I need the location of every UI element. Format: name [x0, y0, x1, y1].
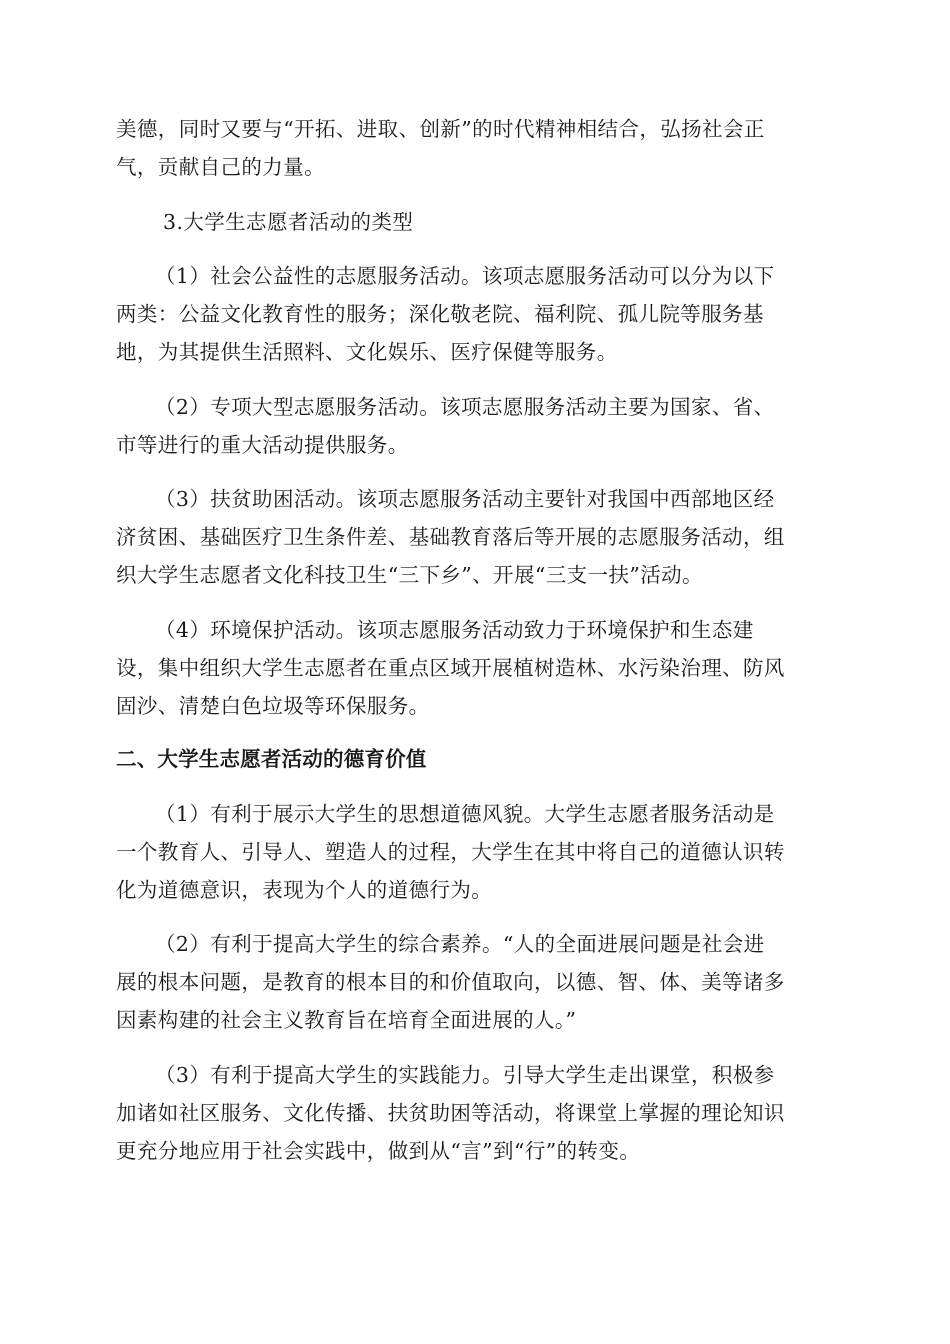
paragraph-line: 加诸如社区服务、文化传播、扶贫助困等活动，将课堂上掌握的理论知识 — [116, 1101, 785, 1125]
paragraph-line: （1）有利于展示大学生的思想道德风貌。大学生志愿者服务活动是 — [155, 802, 775, 826]
paragraph-line: （2）专项大型志愿服务活动。该项志愿服务活动主要为国家、省、 — [155, 395, 775, 419]
paragraph-line: 更充分地应用于社会实践中，做到从“言”到“行”的转变。 — [116, 1139, 641, 1163]
paragraph-line: 设，集中组织大学生志愿者在重点区域开展植树造林、水污染治理、防风 — [116, 656, 785, 680]
paragraph-line: 美德，同时又要与“开拓、进取、创新”的时代精神相结合，弘扬社会正 — [116, 117, 765, 141]
paragraph-line: 市等进行的重大活动提供服务。 — [116, 433, 409, 457]
paragraph-line: 展的根本问题，是教育的根本目的和价值取向，以德、智、体、美等诸多 — [116, 970, 785, 994]
paragraph-line: 济贫困、基础医疗卫生条件差、基础教育落后等开展的志愿服务活动，组 — [116, 525, 785, 549]
paragraph-line: 两类：公益文化教育性的服务；深化敬老院、福利院、孤儿院等服务基 — [116, 302, 764, 326]
paragraph-line: 气，贡献自己的力量。 — [116, 155, 325, 179]
paragraph-line: 地，为其提供生活照料、文化娱乐、医疗保健等服务。 — [116, 340, 618, 364]
paragraph-line: 一个教育人、引导人、塑造人的过程，大学生在其中将自己的道德认识转 — [116, 840, 785, 864]
paragraph-line: （3）扶贫助困活动。该项志愿服务活动主要针对我国中西部地区经 — [155, 487, 775, 511]
section-subheading: 3.大学生志愿者活动的类型 — [163, 210, 414, 234]
section-heading: 二、大学生志愿者活动的德育价值 — [116, 747, 427, 771]
paragraph-line: （2）有利于提高大学生的综合素养。“人的全面进展问题是社会进 — [155, 932, 765, 956]
paragraph-line: （4）环境保护活动。该项志愿服务活动致力于环境保护和生态建 — [155, 618, 754, 642]
paragraph-line: 织大学生志愿者文化科技卫生“三下乡”、开展“三支一扶”活动。 — [116, 563, 703, 587]
paragraph-line: （3）有利于提高大学生的实践能力。引导大学生走出课堂，积极参 — [155, 1063, 775, 1087]
paragraph-line: 因素构建的社会主义教育旨在培育全面进展的人。” — [116, 1008, 577, 1032]
paragraph-line: 化为道德意识，表现为个人的道德行为。 — [116, 878, 493, 902]
paragraph-line: 固沙、清楚白色垃圾等环保服务。 — [116, 694, 430, 718]
paragraph-line: （1）社会公益性的志愿服务活动。该项志愿服务活动可以分为以下 — [155, 264, 775, 288]
